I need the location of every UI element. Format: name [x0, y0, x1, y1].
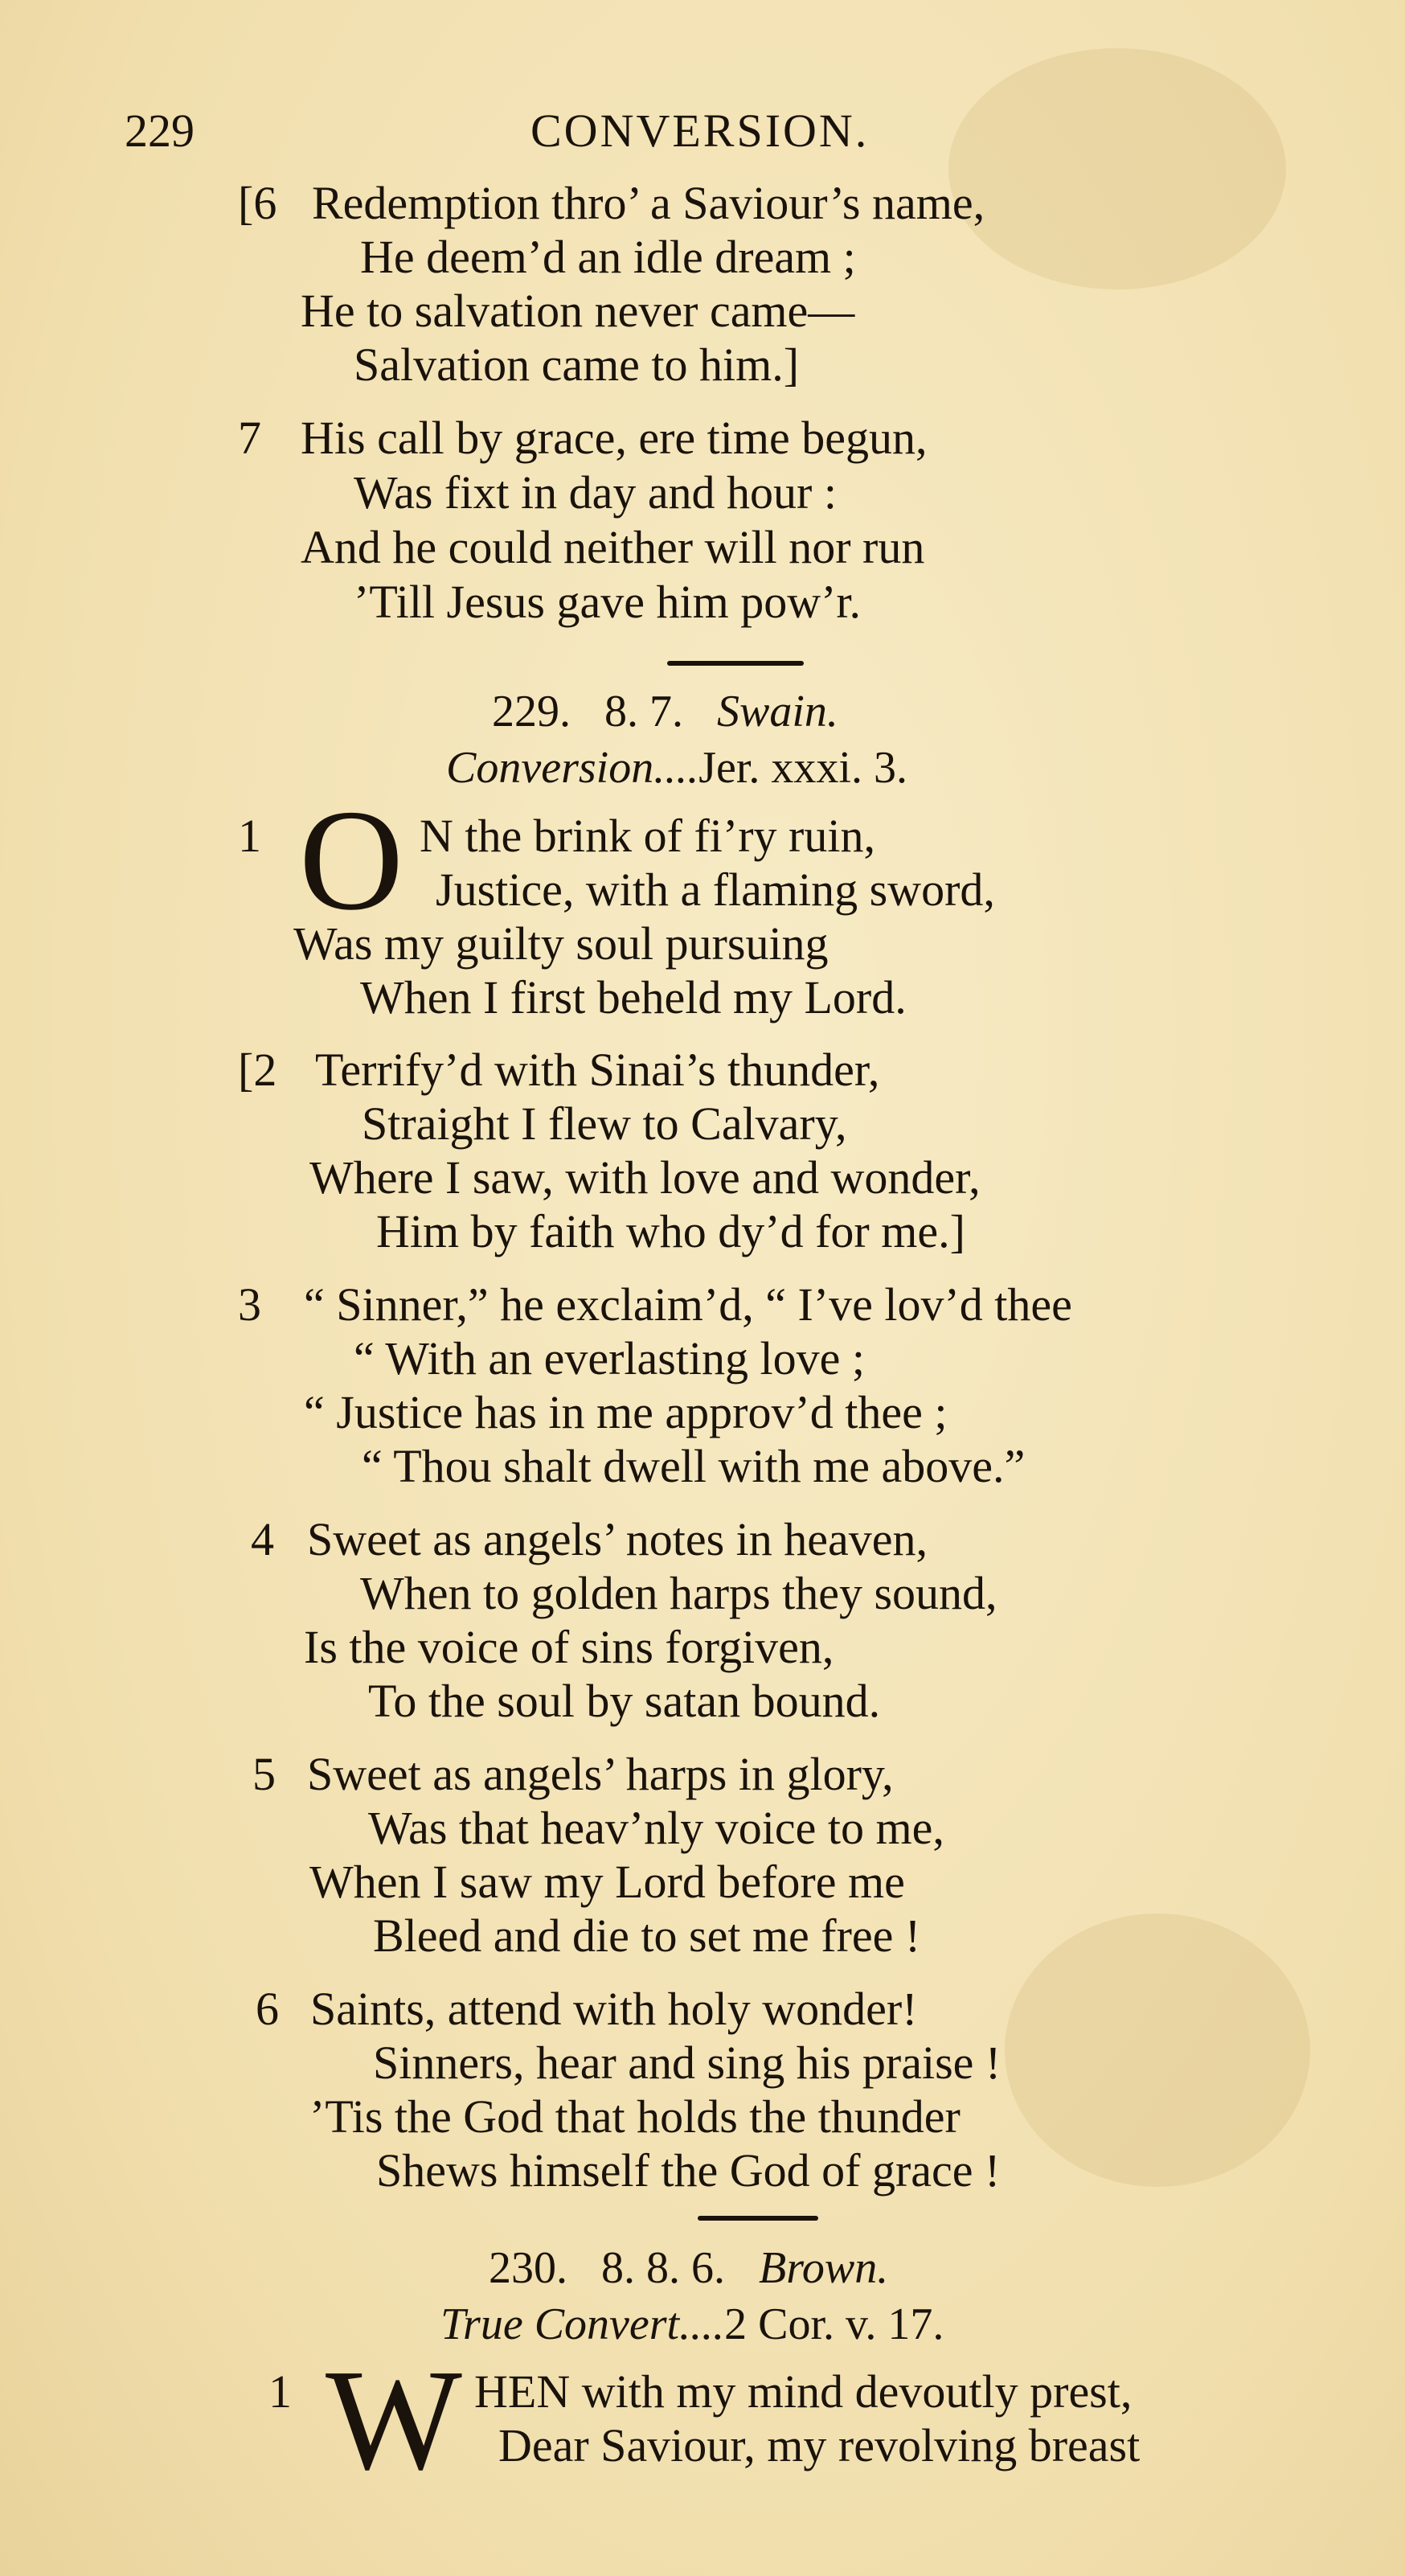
hymn-subject-title: Conversion....	[446, 743, 699, 793]
verse-line: Justice, with a flaming sword,	[436, 863, 995, 916]
hymn-subject	[440, 2296, 944, 2352]
verse-line: Salvation came to him.]	[354, 338, 800, 391]
drop-cap: W	[326, 2340, 462, 2500]
paper-stain	[948, 48, 1286, 289]
verse-line: Where I saw, with love and wonder,	[309, 1151, 981, 1204]
section-divider	[667, 661, 804, 666]
verse-line: “ Sinner,” he exclaim’d, “ I’ve lov’d thee	[304, 1278, 1072, 1331]
verse-number: 7	[238, 412, 261, 464]
page-number: 229	[125, 105, 195, 157]
verse-line: Terrify’d with Sinai’s thunder,	[315, 1044, 880, 1096]
verse-line: Sweet as angels’ notes in heaven,	[307, 1513, 928, 1565]
verse-line: Bleed and die to set me free !	[373, 1909, 921, 1962]
hymn-heading	[489, 2240, 888, 2296]
section-divider	[698, 2216, 818, 2221]
verse-line: Him by faith who dy’d for me.]	[376, 1205, 965, 1257]
verse-line: When to golden harps they sound,	[360, 1567, 997, 1619]
hymn-scripture-reference: 2 Cor. v. 17.	[724, 2299, 944, 2349]
verse-line: Sweet as angels’ harps in glory,	[307, 1748, 894, 1800]
hymn-scripture-reference: Jer. xxxi. 3.	[698, 743, 907, 793]
verse-number: [6	[238, 177, 277, 229]
hymn-heading	[492, 683, 838, 740]
verse-line: When I first beheld my Lord.	[360, 971, 907, 1023]
verse-line: ’Till Jesus gave him pow’r.	[354, 576, 862, 628]
verse-number: [2	[238, 1044, 277, 1096]
verse-line: He deem’d an idle dream ;	[360, 231, 856, 283]
verse-number: 5	[252, 1748, 276, 1800]
verse-number: 4	[251, 1513, 274, 1565]
verse-line: To the soul by satan bound.	[368, 1675, 881, 1727]
verse-line: ’Tis the God that holds the thunder	[309, 2090, 961, 2143]
paper-stain	[1005, 1914, 1310, 2187]
verse-line: Was that heav’nly voice to me,	[368, 1802, 944, 1854]
verse-line: Straight I flew to Calvary,	[362, 1097, 847, 1150]
hymn-meter: 8. 8. 6.	[601, 2243, 725, 2293]
verse-number: 6	[256, 1983, 279, 2035]
verse-line: And he could neither will nor run	[301, 521, 925, 573]
hymn-subject-title: True Convert....	[440, 2299, 725, 2349]
verse-number: 3	[238, 1278, 261, 1331]
verse-number: 1	[238, 810, 261, 862]
verse-line: Redemption thro’ a Saviour’s name,	[312, 177, 985, 229]
verse-line: HEN with my mind devoutly prest,	[474, 2365, 1133, 2418]
hymn-tune: Brown.	[759, 2243, 889, 2293]
verse-line: Dear Saviour, my revolving breast	[498, 2419, 1141, 2471]
drop-cap: O	[299, 780, 403, 940]
hymn-number: 230.	[489, 2243, 567, 2293]
verse-line: Saints, attend with holy wonder!	[310, 1983, 918, 2035]
verse-number: 1	[268, 2365, 292, 2418]
verse-line: His call by grace, ere time begun,	[301, 412, 928, 464]
verse-line: When I saw my Lord before me	[309, 1856, 905, 1908]
verse-line: “ With an everlasting love ;	[354, 1332, 866, 1384]
verse-line: “ Justice has in me approv’d thee ;	[304, 1386, 948, 1438]
verse-line: “ Thou shalt dwell with me above.”	[362, 1440, 1026, 1492]
verse-line: Was fixt in day and hour :	[354, 466, 837, 519]
hymn-subject	[446, 740, 907, 796]
hymn-tune: Swain.	[717, 687, 838, 736]
hymn-meter: 8. 7.	[604, 687, 683, 736]
hymn-number: 229.	[492, 687, 571, 736]
verse-line: He to salvation never came—	[301, 285, 855, 337]
verse-line: N the brink of fi’ry ruin,	[420, 810, 875, 862]
verse-line: Shews himself the God of grace !	[376, 2144, 1001, 2197]
verse-line: Is the voice of sins forgiven,	[304, 1621, 834, 1673]
running-title: CONVERSION.	[530, 105, 870, 157]
verse-line: Sinners, hear and sing his praise !	[373, 2037, 1002, 2089]
verse-line: Was my guilty soul pursuing	[293, 917, 829, 970]
